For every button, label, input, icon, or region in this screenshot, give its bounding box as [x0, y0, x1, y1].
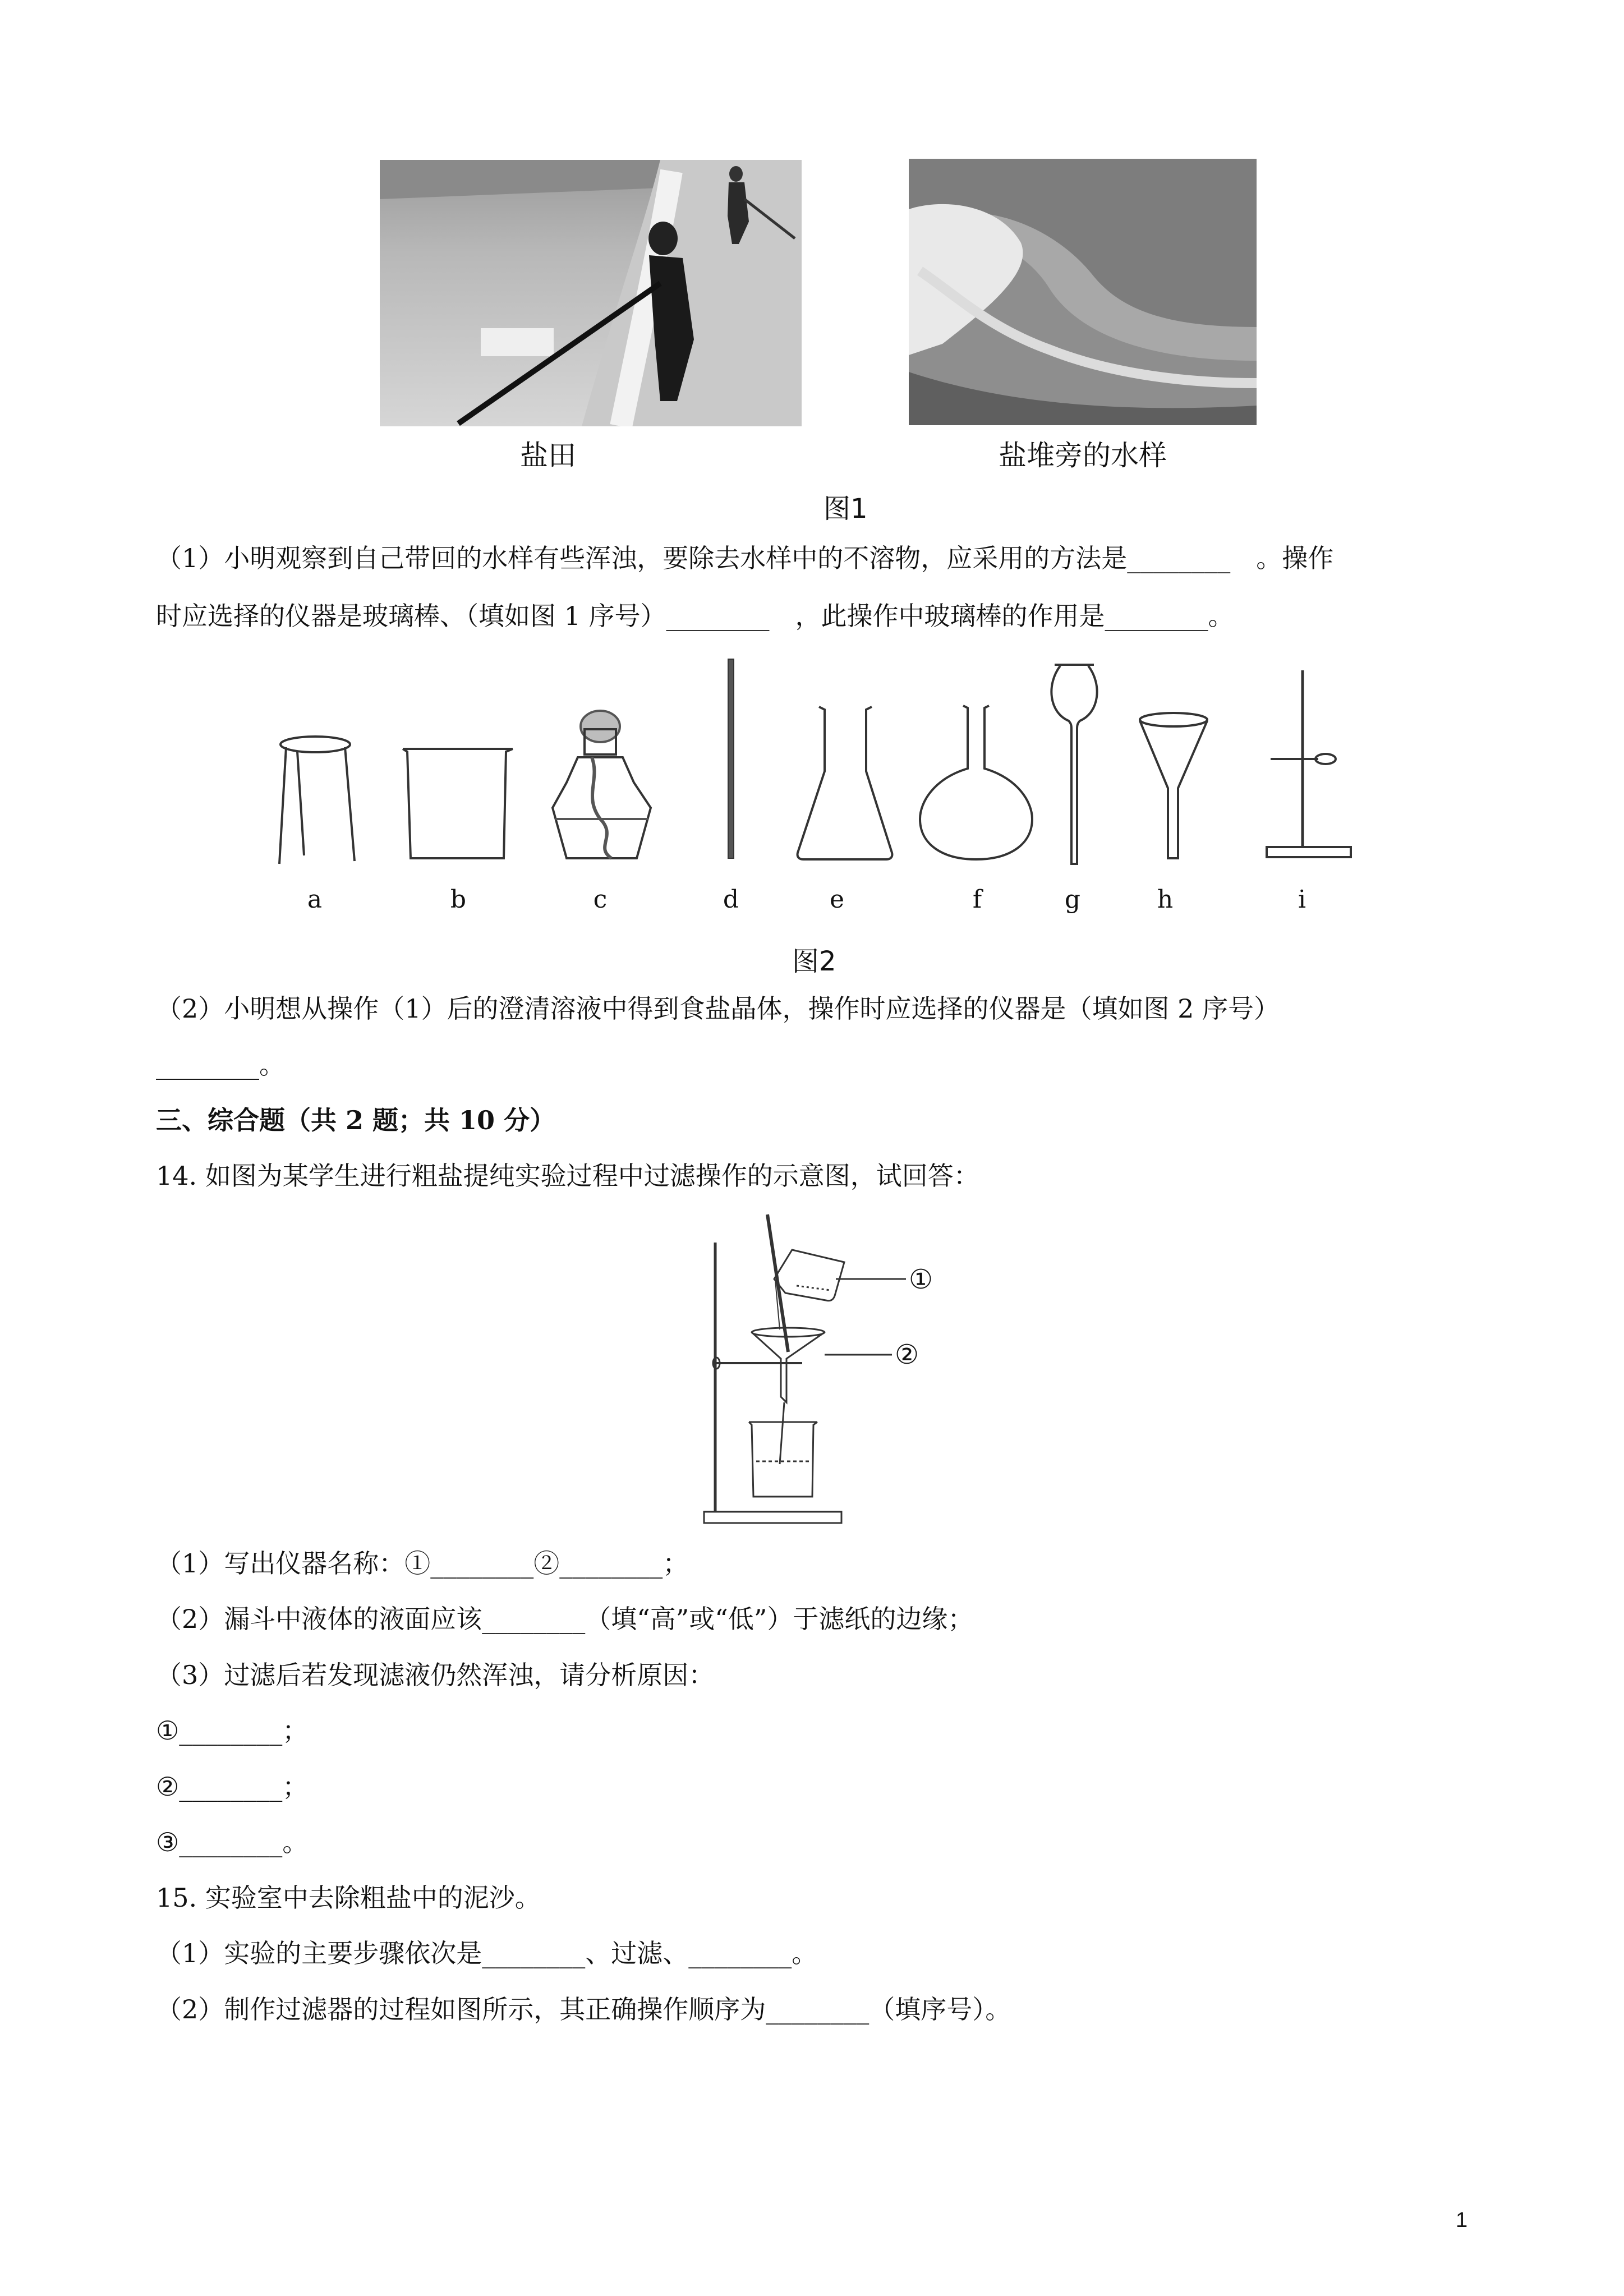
salt-pile-water-caption: 盐堆旁的水样	[999, 439, 1167, 472]
label-e: e	[829, 885, 845, 914]
tripod-icon	[279, 737, 355, 864]
salt-field-photo	[380, 160, 802, 426]
label-b: b	[450, 885, 467, 914]
conical-flask-icon	[798, 707, 892, 859]
q13-part2-line2: ________。	[156, 1050, 285, 1080]
funnel-icon	[1140, 713, 1207, 858]
label-d: d	[723, 885, 739, 914]
section3-heading: 三、综合题（共 2 题；共 10 分）	[156, 1105, 556, 1135]
bulb-funnel-icon	[1051, 665, 1097, 864]
salt-pile-water-photo	[909, 159, 1257, 425]
label-c: c	[593, 885, 608, 914]
glass-rod-icon	[728, 659, 734, 858]
round-flask-icon	[920, 706, 1032, 859]
label-g: g	[1064, 885, 1081, 914]
filtration-label-1: ①	[909, 1264, 933, 1295]
iron-stand-icon	[1267, 670, 1351, 857]
q14-answer3: ③________。	[156, 1827, 309, 1857]
q14-answer1: ①________；	[156, 1715, 309, 1746]
q14-part1: （1）写出仪器名称：①________②________；	[156, 1548, 689, 1579]
figure2-instruments	[264, 651, 1374, 875]
q14-answer2: ②________；	[156, 1772, 309, 1802]
label-a: a	[307, 885, 323, 914]
q14-part2: （2）漏斗中液体的液面应该________（填“高”或“低”）于滤纸的边缘；	[156, 1604, 974, 1634]
figure1-caption: 图1	[823, 493, 868, 524]
q13-part1-line2: 时应选择的仪器是玻璃棒、（填如图 1 序号）________ ，此操作中玻璃棒的作用是________。	[156, 601, 1234, 631]
q15-part2: （2）制作过滤器的过程如图所示，其正确操作顺序为________（填序号）。	[156, 1994, 1011, 2024]
figure2-caption: 图2	[792, 946, 836, 977]
label-i: i	[1298, 885, 1306, 914]
q13-part1-line1: （1）小明观察到自己带回的水样有些浑浊，要除去水样中的不溶物，应采用的方法是________ 。操作	[156, 543, 1334, 573]
q15-part1: （1）实验的主要步骤依次是________、过滤、________。	[156, 1938, 818, 1968]
alcohol-lamp-icon	[553, 711, 651, 858]
beaker-icon	[403, 749, 513, 858]
label-f: f	[972, 885, 982, 914]
q14-part3: （3）过滤后若发现滤液仍然浑浊，请分析原因：	[156, 1660, 715, 1690]
page-number: 1	[1456, 2208, 1468, 2232]
q15-stem: 15. 实验室中去除粗盐中的泥沙。	[156, 1883, 541, 1913]
salt-field-caption: 盐田	[520, 439, 576, 472]
label-h: h	[1157, 885, 1174, 914]
q13-part2-line1: （2）小明想从操作（1）后的澄清溶液中得到食盐晶体，操作时应选择的仪器是（填如图 2 序号）	[156, 993, 1280, 1024]
filtration-label-2: ②	[895, 1339, 919, 1370]
q14-stem: 14. 如图为某学生进行粗盐提纯实验过程中过滤操作的示意图，试回答：	[156, 1161, 979, 1191]
